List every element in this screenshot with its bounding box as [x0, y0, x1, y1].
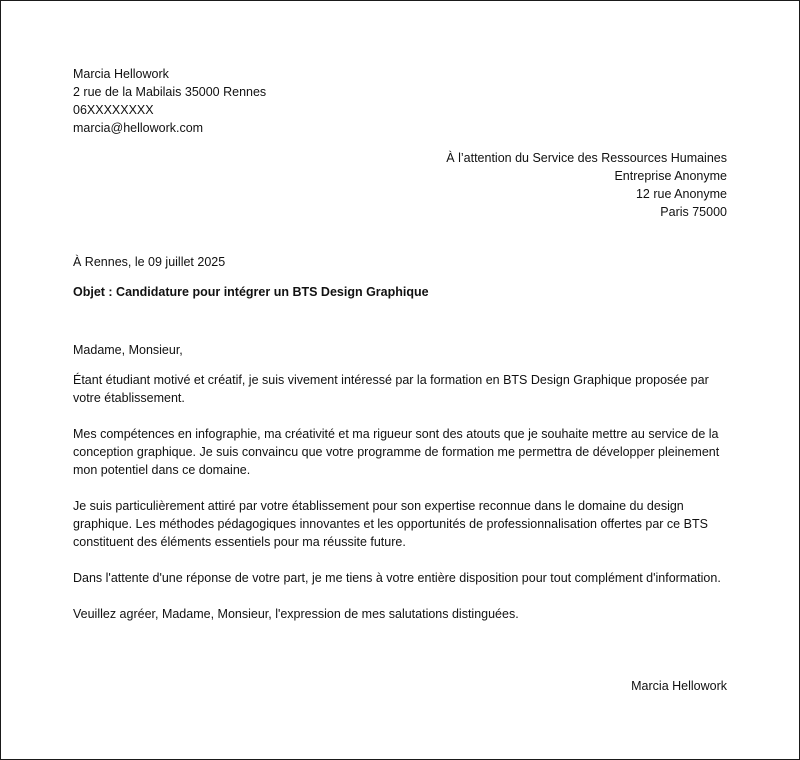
letter-body: [73, 341, 729, 641]
body-paragraph-1: Étant étudiant motivé et créatif, je suis vivement intéressé par la formation en BTS Design Graphique proposée par votre établissement.: [73, 373, 709, 405]
recipient-city: Paris 75000: [660, 205, 727, 219]
recipient-attention: À l’attention du Service des Ressources Humaines: [446, 151, 727, 165]
closing-formula: Veuillez agréer, Madame, Monsieur, l'expression de mes salutations distinguées.: [73, 607, 519, 621]
body-paragraph-2: Mes compétences en infographie, ma créativité et ma rigueur sont des atouts que je souhaite mettre au service de la conception graphique. Je suis convaincu que votre programme de formation me permettra de développer pleinement mon potentiel dans ce domaine.: [73, 427, 720, 477]
signature: Marcia Hellowork: [631, 679, 727, 693]
sender-block: [73, 65, 266, 137]
body-paragraph-4: Dans l'attente d'une réponse de votre part, je me tiens à votre entière disposition pour tout complément d'information.: [73, 571, 721, 585]
recipient-street: 12 rue Anonyme: [635, 187, 727, 201]
salutation: Madame, Monsieur,: [73, 343, 183, 357]
sender-email: marcia@hellowork.com: [73, 121, 204, 135]
body-paragraph-3: Je suis particulièrement attiré par votre établissement pour son expertise reconnue dans le domaine du design graphique. Les méthodes pédagogiques innovantes et les opportunités de professionnalisation offertes par ce BTS constituent des éléments essentiels pour ma réussite future.: [73, 499, 708, 549]
subject-line: Objet : Candidature pour intégrer un BTS Design Graphique: [73, 285, 429, 299]
sender-phone: 06XXXXXXXX: [73, 103, 154, 117]
sender-address: 2 rue de la Mabilais 35000 Rennes: [73, 85, 267, 99]
sender-name: Marcia Hellowork: [73, 67, 169, 81]
recipient-company: Entreprise Anonyme: [614, 169, 727, 183]
date-line: À Rennes, le 09 juillet 2025: [73, 255, 226, 269]
recipient-block: [446, 149, 727, 221]
